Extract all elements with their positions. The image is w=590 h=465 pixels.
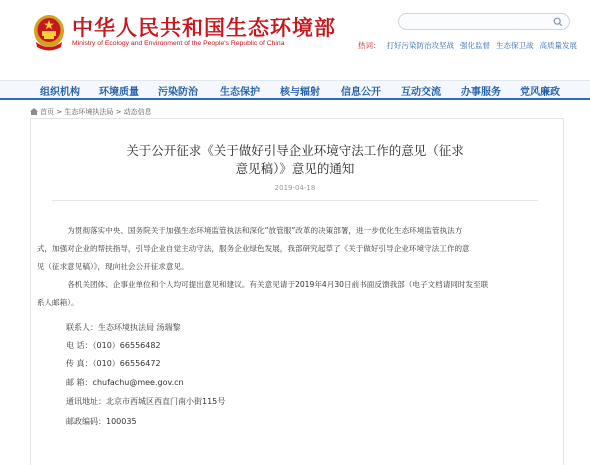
home-icon [30,108,38,115]
nav-item-services[interactable]: 办事服务 [461,87,501,98]
paragraph-line: 式，加强对企业的帮扶指导，引导企业自觉主动守法，服务企业绿色发展，我部研究起草了《关于做好引导企业环境守法工作的意 [36,244,470,253]
article-body [36,222,546,312]
article-date: 2019-04-18 [274,184,316,192]
breadcrumb-home[interactable]: 首页 [40,108,54,116]
contact-person: 联系人：生态环境执法局 汤瑞黎 [66,323,181,332]
contact-phone: 电 话：（010）66556482 [66,341,161,350]
breadcrumb [30,107,152,117]
main-nav [0,80,590,100]
title-divider [52,200,538,201]
hot-word-link[interactable]: 高质量发展 [539,41,577,50]
paragraph-line: 为贯彻落实中央、国务院关于加强生态环境监管执法和深化“放管服”改革的决策部署，进一步优化生态环境监管执法方 [67,226,463,235]
contact-fax: 传 真：（010）66556472 [66,359,161,368]
article-title-line: 关于公开征求《关于做好引导企业环境守法工作的意见（征求 [126,143,464,158]
paragraph-line: 见（征求意见稿）》，现向社会公开征求意见。 [36,262,189,271]
paragraph-line: 系人邮箱）。 [36,298,79,307]
breadcrumb-current[interactable]: 动态信息 [123,108,152,116]
nav-item-pollution-control[interactable]: 污染防治 [158,87,198,98]
search-icon[interactable] [553,17,563,27]
nav-item-nuclear-radiation[interactable]: 核与辐射 [280,87,320,98]
nav-item-environment-quality[interactable]: 环境质量 [99,87,139,98]
hot-word-link[interactable]: 打好污染防治攻坚战 [386,41,454,50]
nav-item-party-integrity[interactable]: 党风廉政 [520,87,560,98]
breadcrumb-separator: > [56,108,63,116]
hot-word-link[interactable]: 强化监督 [460,41,490,50]
site-subtitle: Ministry of Ecology and Environment of the People's Republic of China [72,40,285,47]
hot-word-link[interactable]: 生态保卫战 [496,41,534,50]
breadcrumb-separator: > [115,108,122,116]
search-input[interactable] [407,15,547,28]
paragraph [36,276,546,312]
breadcrumb-bureau[interactable]: 生态环境执法局 [64,108,114,116]
nav-item-interaction[interactable]: 互动交流 [401,87,441,98]
nav-item-ecological-protection[interactable]: 生态保护 [220,87,260,98]
nav-item-information-disclosure[interactable]: 信息公开 [341,87,381,98]
paragraph [36,222,546,276]
site-header [0,0,590,80]
hot-words [358,40,577,51]
hot-words-label: 热词： [358,41,381,50]
contact-email[interactable]: 邮 箱：chufachu@mee.gov.cn [66,378,184,387]
contact-address: 通讯地址：北京市西城区西直门南小街115号 [66,397,226,406]
paragraph-line: 各机关团体、企事业单位和个人均可提出意见和建议。有关意见请于2019年4月30日前书面反馈我部（电子文档请同时发至联 [67,280,489,289]
contact-postcode: 邮政编码：100035 [66,417,137,426]
nav-item-organization[interactable]: 组织机构 [40,87,80,98]
article-title-line: 意见稿）》意见的通知 [235,161,355,176]
site-title[interactable]: 中华人民共和国生态环境部 [72,16,336,40]
search-box [398,13,570,30]
national-emblem-icon[interactable] [32,12,66,52]
article-title [0,142,590,178]
